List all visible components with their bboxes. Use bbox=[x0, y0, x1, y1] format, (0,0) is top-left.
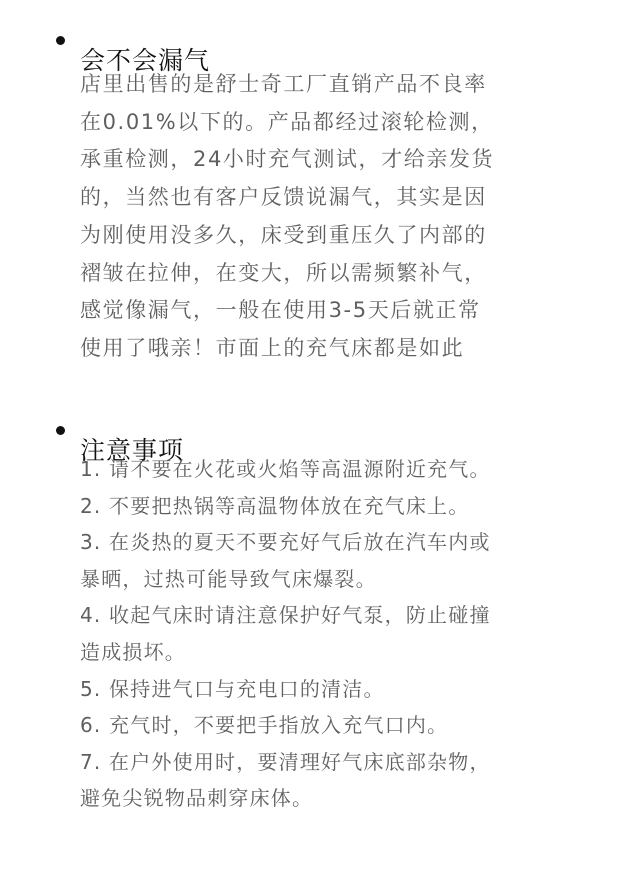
paragraph-line: 褶皱在拉伸，在变大，所以需频繁补气， bbox=[80, 260, 487, 285]
note-line: 6. 充气时，不要把手指放入充气口内。 bbox=[80, 713, 449, 738]
note-item bbox=[80, 597, 491, 670]
note-item bbox=[80, 451, 491, 488]
bullet-dot-icon bbox=[56, 36, 65, 45]
paragraph-line: 店里出售的是舒士奇工厂直销产品不良率 bbox=[80, 72, 487, 96]
paragraph-line: 在0.01%以下的。产品都经过滚轮检测， bbox=[80, 109, 494, 134]
bullet-dot-icon bbox=[56, 426, 65, 435]
leak-paragraph bbox=[80, 66, 494, 368]
note-line: 5. 保持进气口与充电口的清洁。 bbox=[80, 676, 385, 701]
note-line: 造成损坏。 bbox=[80, 639, 186, 664]
leak-section-heading: 会不会漏气 bbox=[80, 45, 211, 75]
note-item bbox=[80, 671, 491, 708]
note-item bbox=[80, 488, 491, 525]
paragraph-line: 感觉像漏气，一般在使用3-5天后就正常 bbox=[80, 298, 481, 323]
note-line: 3. 在炎热的夏天不要充好气后放在汽车内或 bbox=[80, 530, 491, 555]
notes-section-header bbox=[0, 410, 620, 465]
note-line: 7. 在户外使用时，要清理好气床底部杂物， bbox=[80, 749, 491, 774]
notes-list bbox=[80, 451, 491, 817]
leak-section bbox=[0, 20, 620, 360]
notes-section-heading: 注意事项 bbox=[80, 435, 185, 465]
note-item bbox=[80, 744, 491, 817]
note-item bbox=[80, 707, 491, 744]
note-line: 2. 不要把热锅等高温物体放在充气床上。 bbox=[80, 493, 470, 518]
note-line: 避免尖锐物品刺穿床体。 bbox=[80, 786, 314, 811]
paragraph-line: 使用了哦亲！市面上的充气床都是如此 bbox=[80, 335, 465, 360]
note-line: 暴晒，过热可能导致气床爆裂。 bbox=[80, 566, 377, 591]
note-item bbox=[80, 524, 491, 597]
note-line: 4. 收起气床时请注意保护好气泵，防止碰撞 bbox=[80, 603, 491, 628]
paragraph-line: 的，当然也有客户反馈说漏气，其实是因 bbox=[80, 185, 487, 210]
leak-section-header bbox=[0, 20, 620, 75]
notes-section bbox=[0, 410, 620, 811]
paragraph-line: 承重检测，24小时充气测试，才给亲发货 bbox=[80, 147, 495, 172]
paragraph-line: 为刚使用没多久，床受到重压久了内部的 bbox=[80, 222, 487, 247]
note-line: 1. 请不要在火花或火焰等高温源附近充气。 bbox=[80, 457, 491, 481]
